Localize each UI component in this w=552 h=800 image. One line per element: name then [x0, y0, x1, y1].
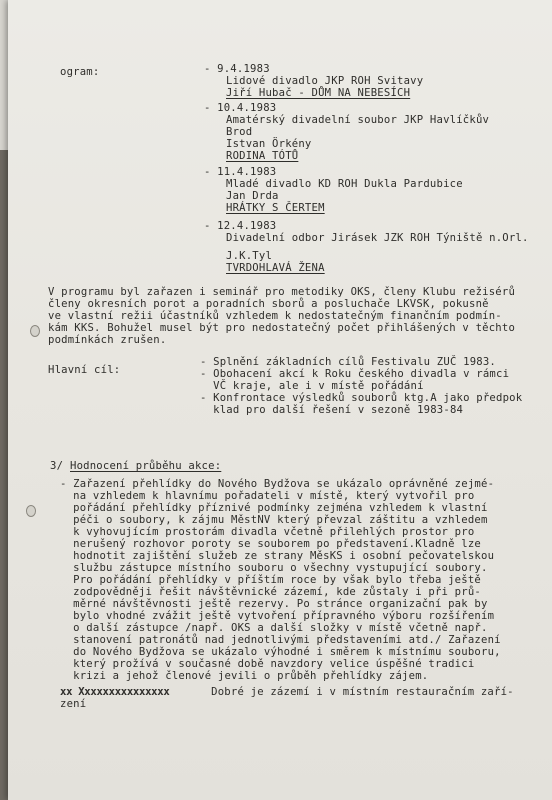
program-venue-1: Lidové divadlo JKP ROH Svitavy [226, 75, 424, 87]
program-date-3: - 11.4.1983 [204, 166, 277, 178]
evaluation-line: k vyhovujícím prostorám divadla včetně přilehlých prostor pro [60, 526, 475, 538]
evaluation-line: nerušený rozhovor poroty se souborem po představení.Kladně lze [60, 538, 481, 550]
program-date-2: - 10.4.1983 [204, 102, 277, 114]
section-number: 3/ [50, 460, 64, 472]
program-date-1: - 9.4.1983 [204, 63, 270, 75]
punch-hole [26, 505, 36, 517]
program-author-3: Jan Drda [226, 190, 279, 202]
program-title-1: Jiří Hubač - DŮM NA NEBESÍCH [226, 87, 411, 99]
evaluation-line: - Zařazení přehlídky do Nového Bydžova se ukázalo oprávněné zejmé- [60, 478, 495, 490]
program-author-2: Istvan Örkény [226, 138, 312, 150]
program-label: ogram: [60, 66, 100, 78]
evaluation-line: krizi a jehož členové jevili o průběh přehlídky zájem. [60, 670, 429, 682]
struck-out-text: xx Xxxxxxxxxxxxxxx [60, 686, 170, 698]
evaluation-line: měrné návštěvnosti ještě rezervy. Po stránce organizační pak by [60, 598, 488, 610]
evaluation-line: který prožívá v současné době navzdory velice úspěšné tradici [60, 658, 475, 670]
evaluation-line: pořádání přehlídky příznivé podmínky zejména vzhledem k vlastní [60, 502, 488, 514]
main-goal-item-2b: VČ kraje, ale i v místě pořádání [200, 380, 424, 392]
evaluation-line: Pro pořádání přehlídky v příštím roce by však bylo třeba ještě [60, 574, 481, 586]
evaluation-line: na vzhledem k hlavnímu pořadateli v místě, který vytvořil pro [60, 490, 475, 502]
program-venue-2b: Brod [226, 126, 253, 138]
evaluation-line: službu zástupce místního souboru o všechny vystupující soubory. [60, 562, 488, 574]
program-venue-3: Mladé divadlo KD ROH Dukla Pardubice [226, 178, 463, 190]
evaluation-line: do Nového Bydžova se ukázalo výhodné i směrem k místnímu souboru, [60, 646, 501, 658]
seminar-line-2: členy okresních porot a poradních sborů a posluchače LKVSK, pokusně [48, 298, 489, 310]
evaluation-line: zodpovědněji řešit návštěvnické zázemí, kde zůstaly i při prů- [60, 586, 481, 598]
program-title-2: RODINA TÓTŮ [226, 150, 299, 162]
main-goal-item-3b: klad pro další řešení v sezoně 1983-84 [200, 404, 464, 416]
evaluation-last-line: Dobré je zázemí i v místním restauračním zaří- [198, 686, 514, 698]
evaluation-line: bylo vhodné zvážit ještě vytvoření přípravného výboru rozšířením [60, 610, 495, 622]
program-title-4: TVRDOHLAVÁ ŽENA [226, 262, 325, 274]
main-goal-label: Hlavní cíl: [48, 364, 121, 376]
seminar-line-3: ve vlastní režii účastníků vzhledem k nedostatečným finančním podmín- [48, 310, 502, 322]
program-title-3: HRÁTKY S ČERTEM [226, 202, 325, 214]
evaluation-line: stanovení patronátů nad jednotlivými představeními atd./ Zařazení [60, 634, 501, 646]
seminar-line-5: podmínkách zrušen. [48, 334, 167, 346]
main-goal-item-2: - Obohacení akcí k Roku českého divadla v rámci [200, 368, 510, 380]
evaluation-line: o další zástupce /např. OKS a další složky v místě včetně např. [60, 622, 488, 634]
evaluation-last-line-cont: zení [60, 698, 87, 710]
main-goal-item-1: - Splnění základních cílů Festivalu ZUČ 1983. [200, 356, 497, 368]
section-heading: Hodnocení průběhu akce: [70, 460, 222, 472]
main-goal-item-3: - Konfrontace výsledků souborů ktg.A jako předpok [200, 392, 523, 404]
document-page [8, 0, 552, 800]
program-venue-2: Amatérský divadelní soubor JKP Havlíčkův [226, 114, 490, 126]
evaluation-line: hodnotit zajištění služeb ze strany MěsKS i osobní pečovatelskou [60, 550, 495, 562]
program-author-4: J.K.Tyl [226, 250, 273, 262]
program-date-4: - 12.4.1983 [204, 220, 277, 232]
seminar-line-4: kám KKS. Bohužel musel být pro nedostatečný počet přihlášených v těchto [48, 322, 516, 334]
seminar-line-1: V programu byl zařazen i seminář pro metodiky OKS, členy Klubu režisérů [48, 286, 516, 298]
punch-hole [30, 325, 40, 337]
program-venue-4: Divadelní odbor Jirásek JZK ROH Týniště n.Orl. [226, 232, 529, 244]
evaluation-line: péči o soubory, k zájmu MěstNV který převzal záštitu a vzhledem [60, 514, 488, 526]
